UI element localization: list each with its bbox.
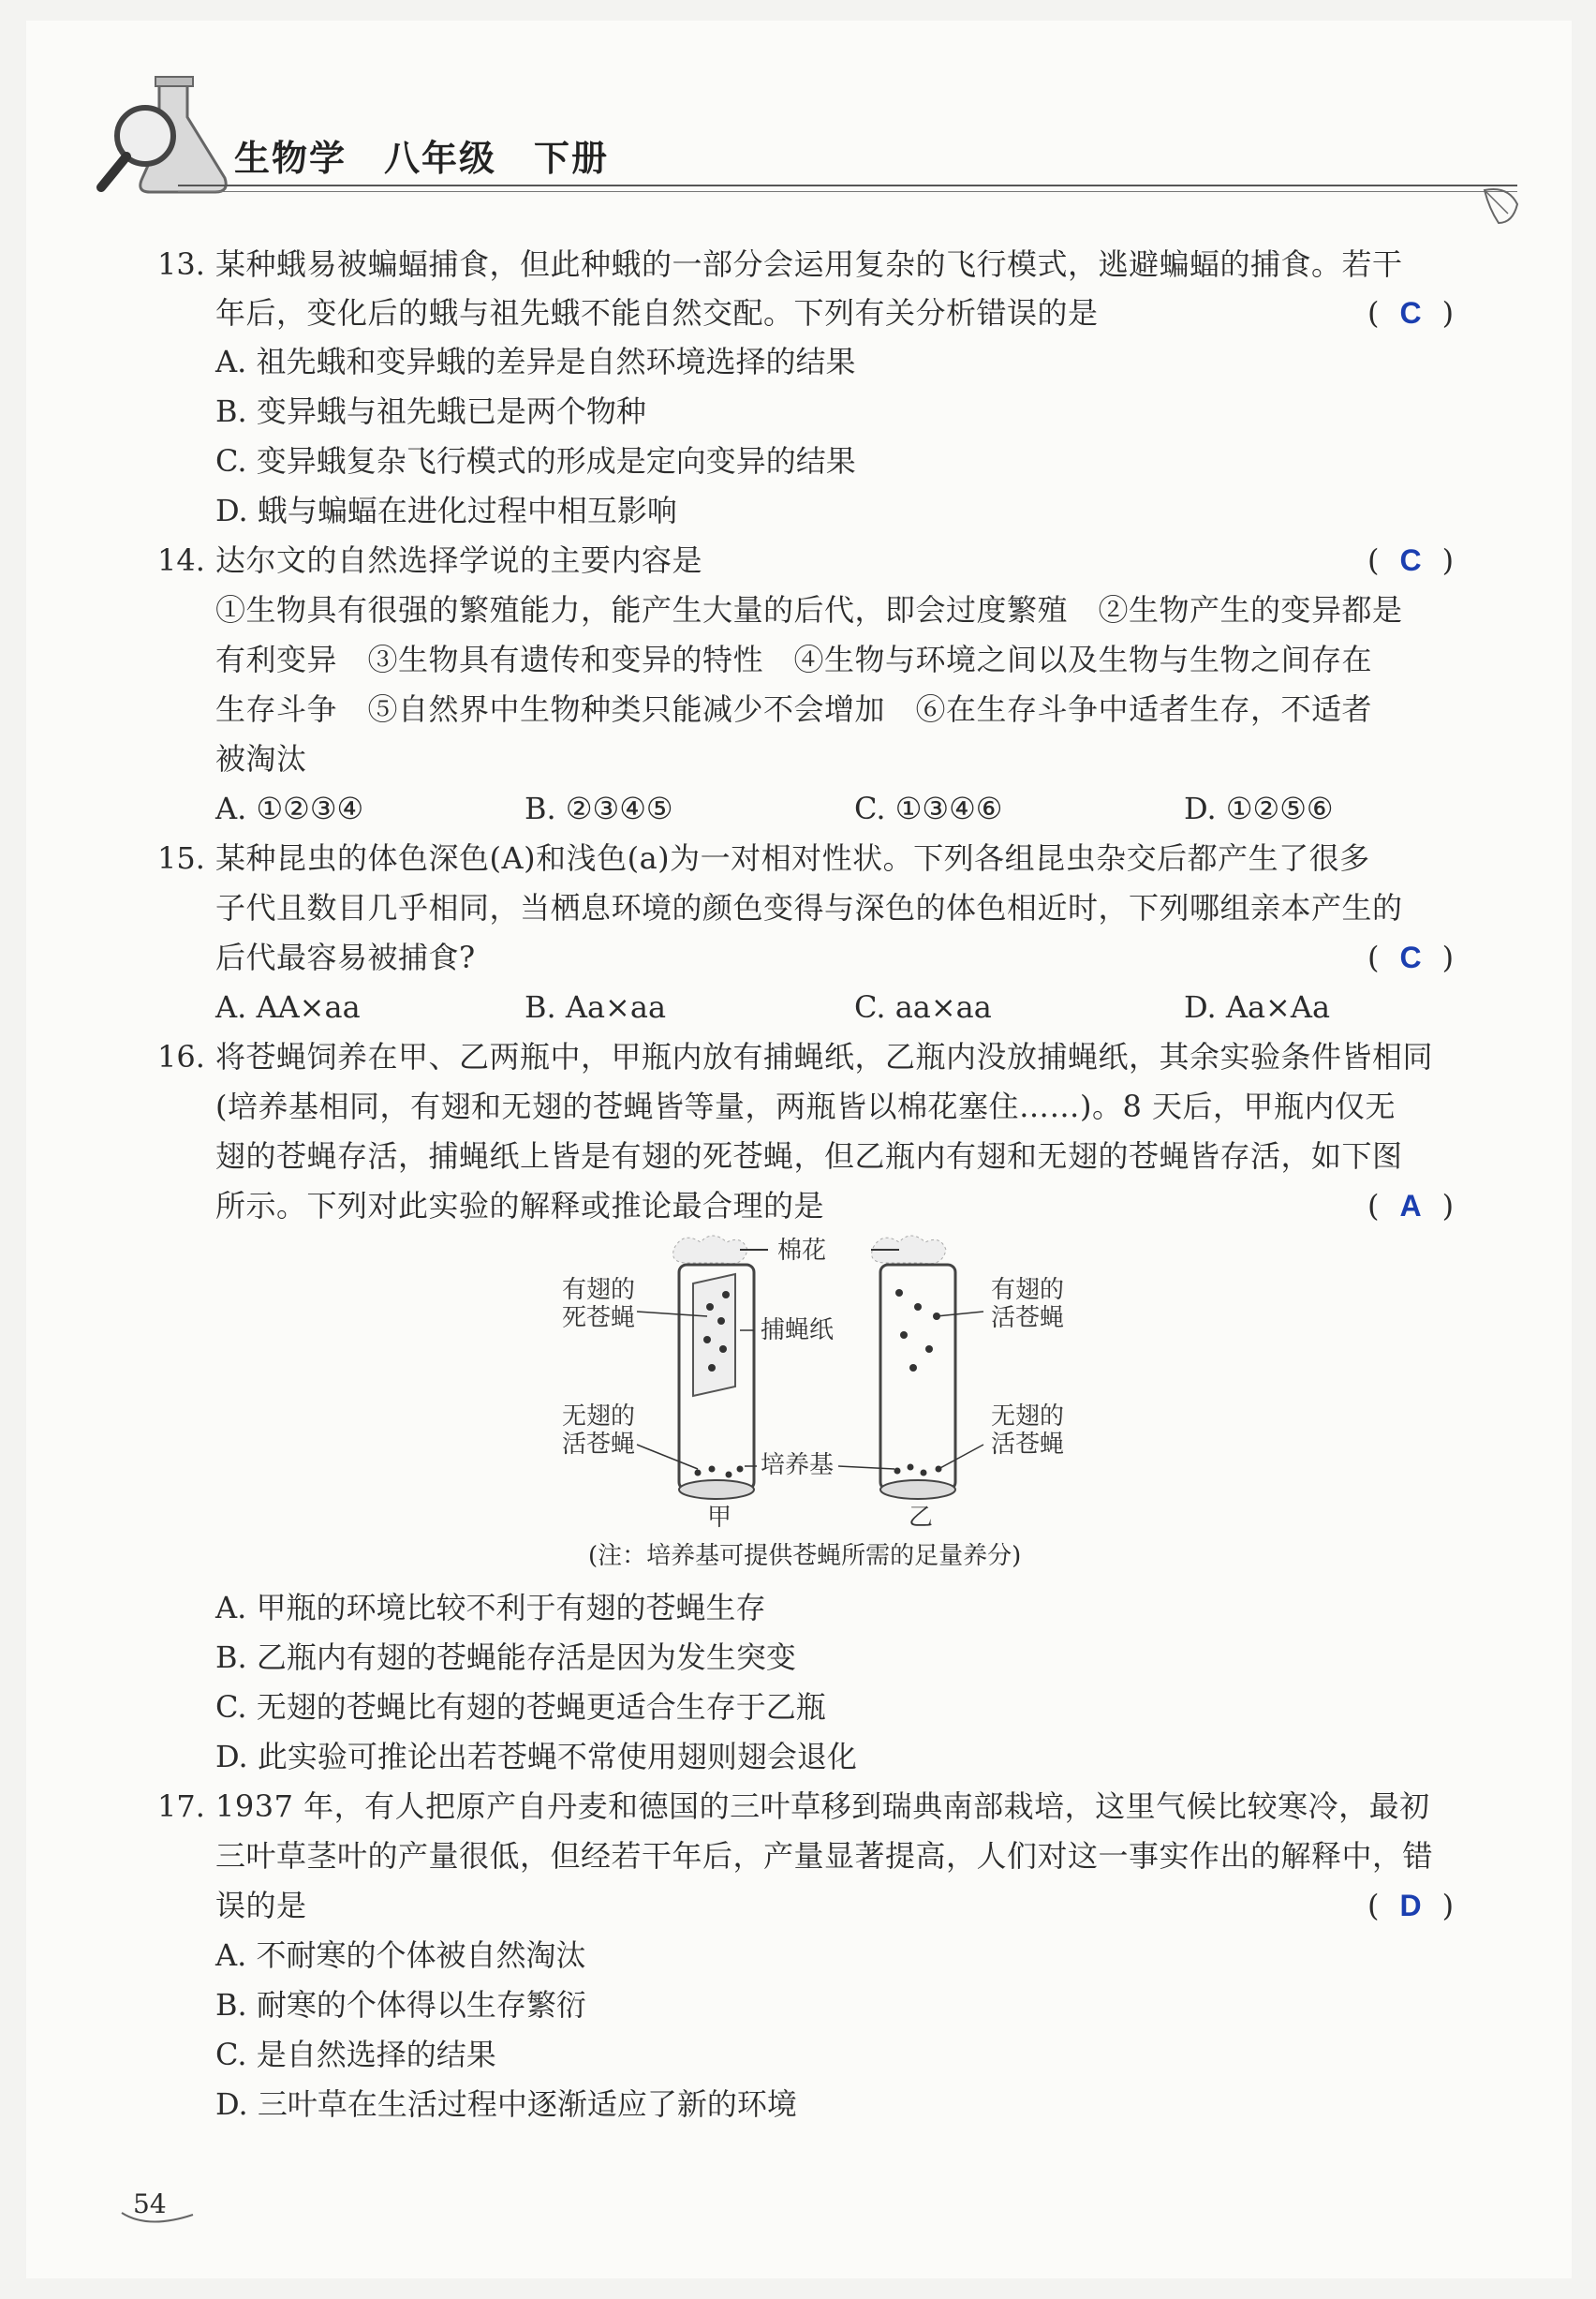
question-text: 生存斗争 ⑤自然界中生物种类只能减少不会增加 ⑥在生存斗争中适者生存，不适者 [215, 691, 1373, 727]
label-wingless-right-1: 无翅的 [991, 1402, 1065, 1431]
question-text: (培养基相同，有翅和无翅的苍蝇皆等量，两瓶皆以棉花塞住……)。8 天后，甲瓶内仅无 [215, 1089, 1396, 1124]
question-number: 15. [157, 840, 205, 876]
question-text: 某种昆虫的体色深色(A)和浅色(a)为一对相对性状。下列各组昆虫杂交后都产生了很多 [215, 840, 1370, 876]
header-rule [178, 185, 1517, 186]
option-c: C. 是自然选择的结果 [215, 2037, 496, 2072]
answer-bracket: ( A ) [1367, 1188, 1455, 1224]
option-d: D. 三叶草在生活过程中逐渐适应了新的环境 [215, 2086, 797, 2122]
question-text: 有利变异 ③生物具有遗传和变异的特性 ④生物与环境之间以及生物与生物之间存在 [215, 642, 1373, 677]
answer-bracket: ( C ) [1367, 940, 1455, 975]
header-title [234, 129, 646, 181]
header-subject: 生物学 [234, 138, 347, 179]
option-b: B. 乙瓶内有翅的苍蝇能存活是因为发生突变 [215, 1639, 796, 1675]
label-winged-live-1: 有翅的 [991, 1276, 1065, 1304]
option-a: A. AA×aa [215, 989, 361, 1025]
question-text: 达尔文的自然选择学说的主要内容是 [215, 542, 703, 578]
option-d: D. Aa×Aa [1184, 989, 1331, 1025]
option-c: C. aa×aa [854, 989, 992, 1025]
option-a: A. 不耐寒的个体被自然淘汰 [215, 1937, 586, 1973]
answer-value: C [1399, 543, 1422, 577]
figure-note: (注：培养基可提供苍蝇所需的足量养分) [588, 1542, 1022, 1570]
option-b: B. 耐寒的个体得以生存繁衍 [215, 1987, 586, 2023]
question-text: ①生物具有很强的繁殖能力，能产生大量的后代，即会过度繁殖 ②生物产生的变异都是 [215, 592, 1403, 628]
question-text: 将苍蝇饲养在甲、乙两瓶中，甲瓶内放有捕蝇纸，乙瓶内没放捕蝇纸，其余实验条件皆相同 [215, 1039, 1434, 1075]
label-wingless-left-2: 活苍蝇 [562, 1431, 636, 1459]
question-text: 所示。下列对此实验的解释或推论最合理的是 [215, 1188, 825, 1224]
page-header [0, 0, 1596, 225]
page-number-swoosh-icon [120, 2209, 195, 2228]
bottle-yi [880, 1265, 955, 1490]
label-flypaper: 捕蝇纸 [761, 1316, 835, 1344]
option-d: D. 蛾与蝙蝠在进化过程中相互影响 [215, 493, 677, 528]
question-text: 三叶草茎叶的产量很低，但经若干年后，产量显著提高，人们对这一事实作出的解释中，错 [215, 1838, 1434, 1874]
header-rule-thin [178, 191, 1517, 192]
option-a: A. 甲瓶的环境比较不利于有翅的苍蝇生存 [215, 1590, 766, 1625]
wingless-flies-jia [695, 1466, 744, 1478]
answer-bracket: ( C ) [1367, 295, 1455, 331]
flypaper [693, 1274, 735, 1396]
answer-value: C [1399, 941, 1422, 974]
question-text: 1937 年，有人把原产自丹麦和德国的三叶草移到瑞典南部栽培，这里气候比较寒冷，最初 [215, 1788, 1430, 1824]
wingless-flies-yi [894, 1464, 942, 1476]
answer-bracket: ( D ) [1367, 1888, 1455, 1923]
question-number: 14. [157, 542, 205, 578]
label-cotton: 棉花 [777, 1237, 827, 1265]
question-text: 被淘汰 [215, 741, 307, 777]
question-number: 13. [157, 246, 205, 282]
page-number: 54 [133, 2188, 167, 2219]
leaf-ornament-icon [1480, 167, 1527, 232]
question-text: 子代且数目几乎相同，当栖息环境的颜色变得与深色的体色相近时，下列哪组亲本产生的 [215, 890, 1403, 926]
option-b: B. ②③④⑤ [525, 791, 673, 826]
label-bottle-yi: 乙 [909, 1504, 934, 1532]
label-wingless-left-1: 无翅的 [562, 1402, 636, 1431]
label-medium: 培养基 [761, 1451, 835, 1479]
cotton-left [673, 1236, 747, 1264]
question-text: 年后，变化后的蛾与祖先蛾不能自然交配。下列有关分析错误的是 [215, 295, 1099, 331]
option-c: C. 无翅的苍蝇比有翅的苍蝇更适合生存于乙瓶 [215, 1689, 826, 1725]
question-number: 16. [157, 1039, 205, 1075]
option-b: B. Aa×aa [525, 989, 667, 1025]
question-text: 某种蛾易被蝙蝠捕食，但此种蛾的一部分会运用复杂的飞行模式，逃避蝙蝠的捕食。若干 [215, 246, 1403, 282]
question-number: 17. [157, 1788, 205, 1824]
answer-value: C [1399, 296, 1422, 330]
option-a: A. 祖先蛾和变异蛾的差异是自然环境选择的结果 [215, 344, 856, 379]
label-bottle-jia: 甲 [707, 1504, 732, 1532]
label-winged-dead-1: 有翅的 [562, 1276, 636, 1304]
answer-bracket: ( C ) [1367, 542, 1455, 578]
option-a: A. ①②③④ [215, 791, 364, 826]
option-b: B. 变异蛾与祖先蛾已是两个物种 [215, 393, 646, 429]
answer-value: A [1399, 1189, 1422, 1223]
option-c: C. 变异蛾复杂飞行模式的形成是定向变异的结果 [215, 443, 856, 479]
option-d: D. 此实验可推论出若苍蝇不常使用翅则翅会退化 [215, 1739, 857, 1774]
question-text: 后代最容易被捕食? [215, 940, 476, 975]
winged-flies-yi [895, 1289, 940, 1372]
option-c: C. ①③④⑥ [854, 791, 1003, 826]
answer-value: D [1399, 1889, 1422, 1922]
fly-experiment-figure [543, 1227, 1105, 1546]
header-volume: 下册 [534, 138, 610, 179]
header-grade: 八年级 [384, 138, 497, 179]
question-text: 翅的苍蝇存活，捕蝇纸上皆是有翅的死苍蝇，但乙瓶内有翅和无翅的苍蝇皆存活，如下图 [215, 1138, 1403, 1174]
label-wingless-right-2: 活苍蝇 [991, 1431, 1065, 1459]
question-text: 误的是 [215, 1888, 307, 1923]
option-d: D. ①②⑤⑥ [1184, 791, 1334, 826]
label-winged-live-2: 活苍蝇 [991, 1304, 1065, 1332]
label-winged-dead-2: 死苍蝇 [562, 1304, 636, 1332]
